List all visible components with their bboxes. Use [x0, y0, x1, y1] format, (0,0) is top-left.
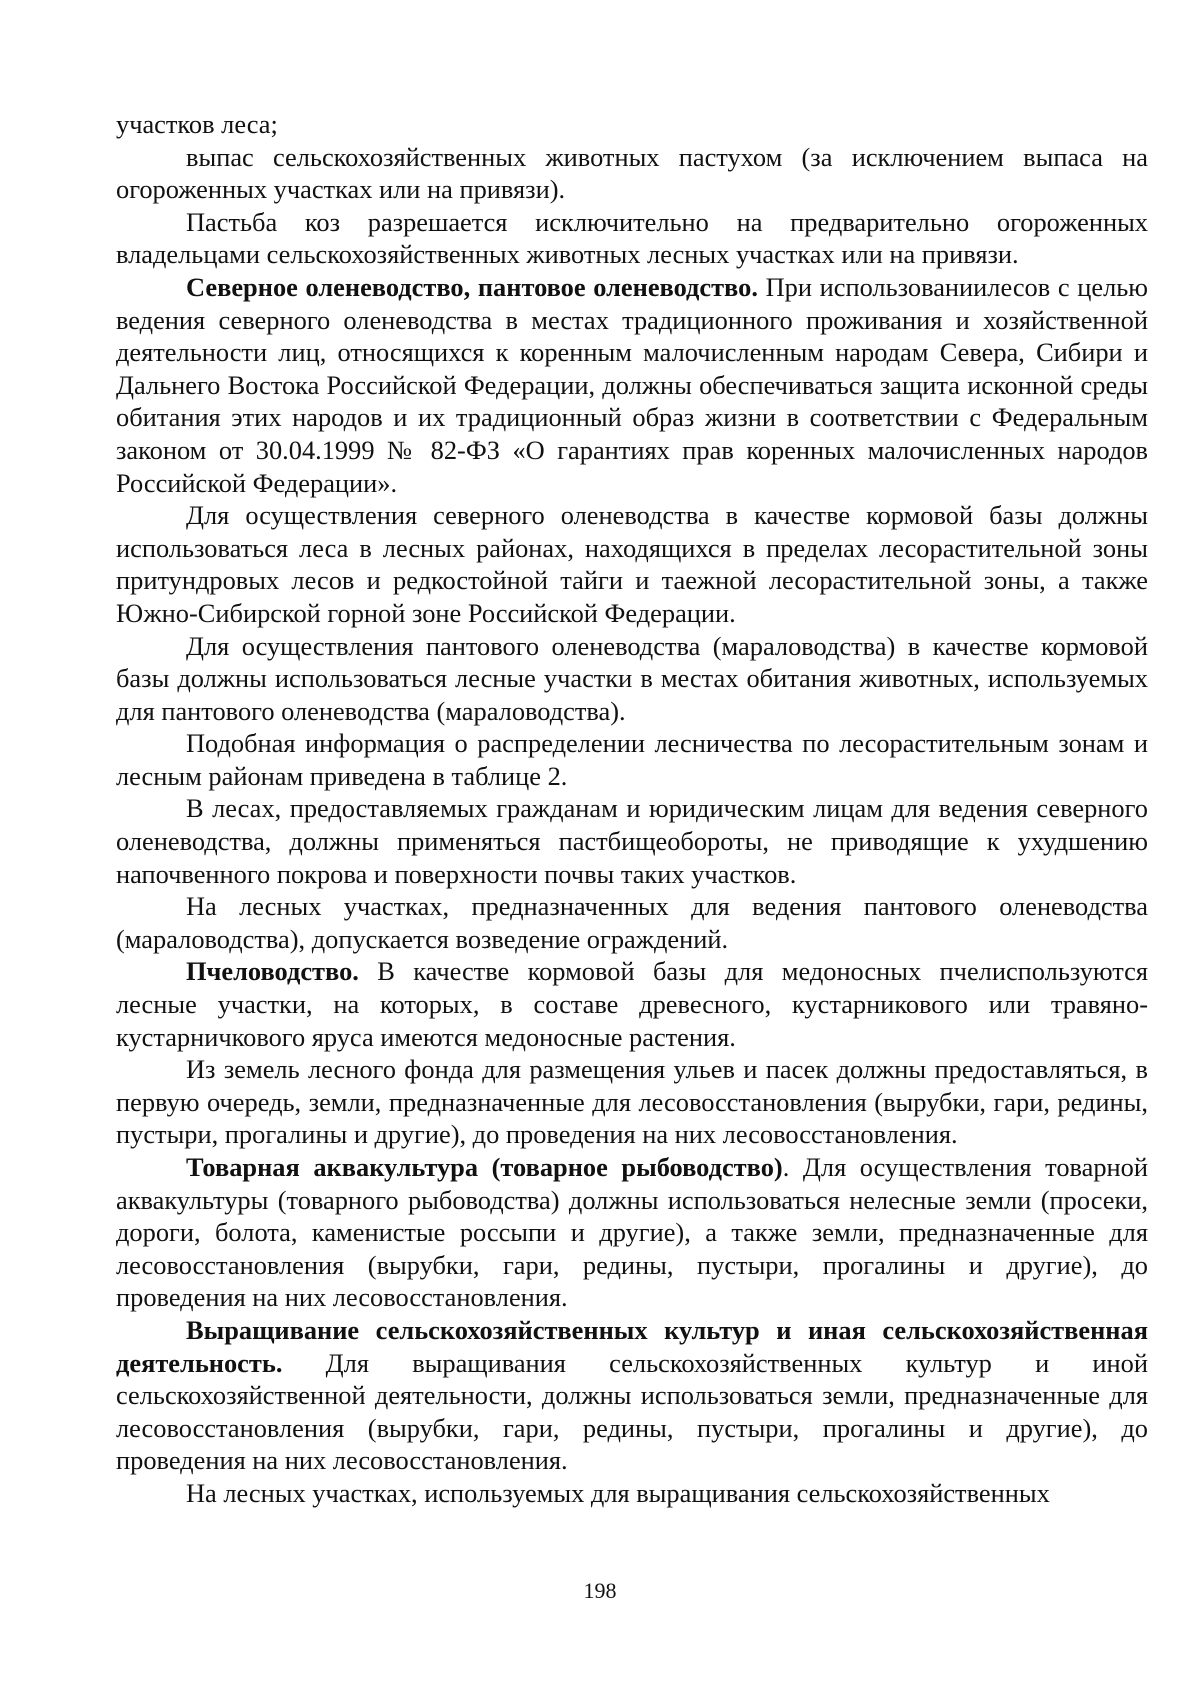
paragraph-reindeer-herding	[116, 271, 1148, 499]
paragraph-fencing	[116, 890, 1148, 955]
paragraph-text: Пастьба коз разрешается исключительно на предварительно огороженных владельцами сельскохозяйственных животных лесных участках или на привязи.	[116, 206, 1148, 270]
paragraph-text: Для осуществления северного оленеводства в качестве кормовой базы должны использоваться леса в лесных районах, находящихся в пределах лесорастительной зоны притундровых лесов и редкостойной тайги и таежной лесорастительной зоны, а также Южно-Сибирской горной зоне Российской Федерации.	[116, 500, 1148, 628]
paragraph-continuation	[116, 108, 1148, 141]
paragraph-northern-reindeer	[116, 499, 1148, 629]
section-heading-crop-growing: Выращивание сельскохозяйственных культур и иная сельскохозяйственная деятельность.	[116, 1314, 1148, 1378]
paragraph-beekeeping	[116, 955, 1148, 1053]
paragraph-text: . Для осуществления товарной аквакультуры (товарного рыбоводства) должны использоваться нелесные земли (просеки, дороги, болота, каменистые россыпи и другие), а также земли, предназначенные для лесовосстановления (вырубки, гари, редины, пустыри, прогалины и другие), до проведения на них лесовосстановления.	[116, 1152, 1148, 1313]
paragraph-text: Для выращивания сельскохозяйственных культур и иной сельскохозяйственной деятельности, должны использоваться земли, предназначенные для лесовосстановления (вырубки, гари, редины, пустыри, прогалины и другие), до проведения на них лесовосстановления.	[116, 1347, 1148, 1476]
paragraph-grazing	[116, 141, 1148, 206]
paragraph-pasture-rotation	[116, 792, 1148, 890]
paragraph-text: выпас сельскохозяйственных животных пастухом (за исключением выпаса на огороженных участках или на привязи).	[116, 141, 1148, 205]
section-heading-reindeer: Северное оленеводство, пантовое оленеводство.	[186, 271, 758, 302]
document-page	[116, 108, 1148, 1510]
paragraph-crop-plots	[116, 1477, 1148, 1510]
paragraph-crop-growing	[116, 1314, 1148, 1477]
paragraph-text: Для осуществления пантового оленеводства (мараловодства) в качестве кормовой базы должны использоваться лесные участки в местах обитания животных, используемых для пантового оленеводства (мараловодства).	[116, 630, 1148, 726]
paragraph-text: Подобная информация о распределении лесничества по лесорастительным зонам и лесным районам приведена в таблице 2.	[116, 728, 1148, 791]
page-number: 198	[583, 1578, 617, 1603]
paragraph-text: На лесных участках, используемых для выращивания сельскохозяйственных	[186, 1477, 1050, 1508]
section-heading-aquaculture: Товарная аквакультура (товарное рыбоводство)	[186, 1152, 783, 1182]
section-heading-beekeeping: Пчеловодство.	[186, 956, 359, 987]
paragraph-text: В лесах, предоставляемых гражданам и юридическим лицам для ведения северного оленеводства, должны применяться пастбищеобороты, не приводящие к ухудшению напочвенного покрова и поверхности почвы таких участков.	[116, 793, 1148, 889]
paragraph-text: участков леса;	[116, 109, 278, 139]
paragraph-text: На лесных участках, предназначенных для ведения пантового оленеводства (мараловодства), допускается возведение ограждений.	[116, 891, 1148, 954]
paragraph-aquaculture	[116, 1151, 1148, 1314]
paragraph-antler-reindeer	[116, 630, 1148, 728]
paragraph-text: Из земель лесного фонда для размещения ульев и пасек должны предоставляться, в первую очередь, земли, предназначенные для лесовосстановления (вырубки, гари, редины, пустыри, прогалины и другие), до проведения на них лесовосстановления.	[116, 1054, 1148, 1150]
paragraph-apiaries	[116, 1053, 1148, 1151]
paragraph-text: В качестве кормовой базы для медоносных пчелиспользуются лесные участки, на которых, в составе древесного, кустарникового или травяно-кустарничкового яруса имеются медоносные растения.	[116, 956, 1148, 1052]
paragraph-text: При использованиилесов с целью ведения северного оленеводства в местах традиционного проживания и хозяйственной деятельности лиц, относящихся к коренным малочисленным народам Севера, Сибири и Дальнего Востока Российской Федерации, должны обеспечиваться защита исконной среды обитания этих народов и их традиционный образ жизни в соответствии с Федеральным законом от 30.04.1999 № 82-ФЗ «О гарантиях прав коренных малочисленных народов Российской Федерации».	[116, 271, 1148, 498]
paragraph-goats	[116, 206, 1148, 271]
paragraph-table-reference	[116, 727, 1148, 792]
